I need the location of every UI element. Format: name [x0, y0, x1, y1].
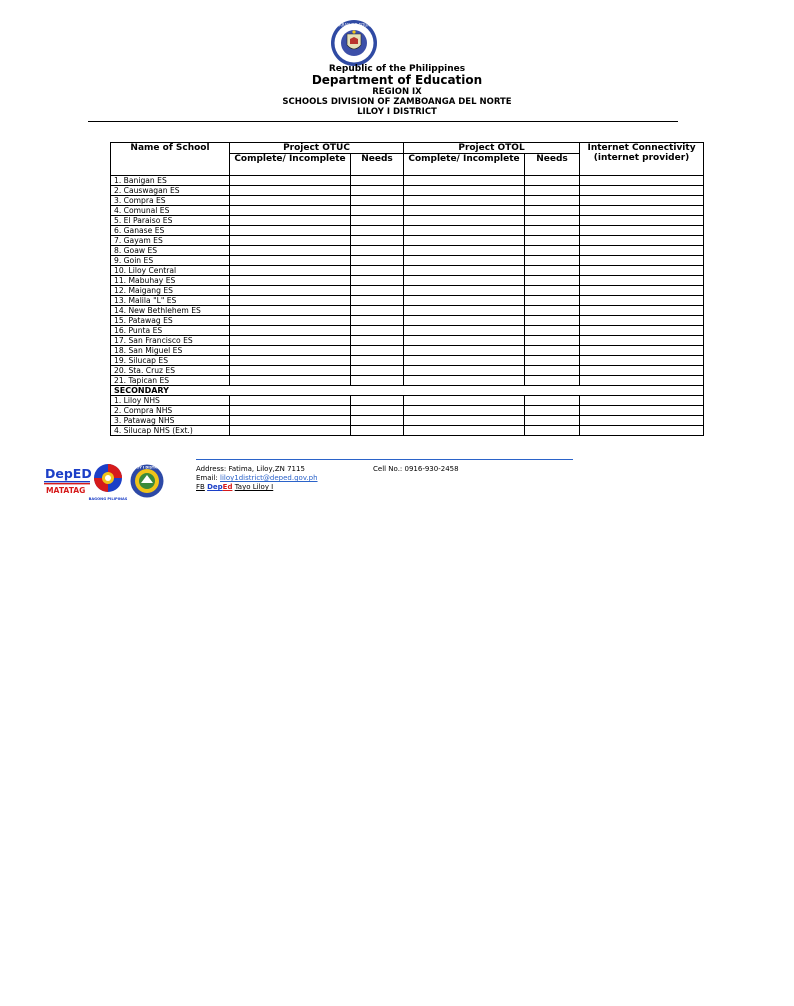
- school-name-cell: 2. Compra NHS: [111, 406, 230, 416]
- blank-entry-cell[interactable]: [525, 396, 580, 406]
- blank-entry-cell[interactable]: [525, 356, 580, 366]
- school-name-cell: 10. Liloy Central: [111, 266, 230, 276]
- blank-entry-cell[interactable]: [230, 356, 351, 366]
- blank-entry-cell[interactable]: [580, 256, 704, 266]
- blank-entry-cell[interactable]: [230, 366, 351, 376]
- blank-entry-cell[interactable]: [580, 376, 704, 386]
- blank-entry-cell[interactable]: [351, 216, 404, 226]
- header-name-of-school: Name of School: [111, 143, 230, 176]
- district-logo-text: LILOY I DISTRICT: [131, 465, 163, 470]
- blank-entry-cell[interactable]: [580, 316, 704, 326]
- blank-entry-cell[interactable]: [525, 416, 580, 426]
- blank-entry-cell[interactable]: [580, 286, 704, 296]
- blank-entry-cell[interactable]: [351, 296, 404, 306]
- table-row: [111, 426, 704, 436]
- blank-entry-cell[interactable]: [580, 296, 704, 306]
- blank-entry-cell[interactable]: [404, 196, 525, 206]
- blank-entry-cell[interactable]: [230, 276, 351, 286]
- department-name: Department of Education: [311, 73, 483, 88]
- table-row: [111, 196, 704, 206]
- deped-seal-icon: [324, 19, 384, 67]
- blank-entry-cell[interactable]: [525, 236, 580, 246]
- blank-entry-cell[interactable]: [230, 326, 351, 336]
- blank-entry-cell[interactable]: [230, 426, 351, 436]
- blank-entry-cell[interactable]: [525, 316, 580, 326]
- school-name-cell: 9. Goin ES: [111, 256, 230, 266]
- blank-entry-cell[interactable]: [580, 406, 704, 416]
- footer-address: Address: Fatima, Liloy,ZN 7115: [196, 465, 305, 473]
- blank-entry-cell[interactable]: [230, 406, 351, 416]
- blank-entry-cell[interactable]: [525, 406, 580, 416]
- table-row: [111, 236, 704, 246]
- blank-entry-cell[interactable]: [404, 236, 525, 246]
- school-name-cell: 14. New Bethlehem ES: [111, 306, 230, 316]
- blank-entry-cell[interactable]: [351, 306, 404, 316]
- blank-entry-cell[interactable]: [525, 206, 580, 216]
- blank-entry-cell[interactable]: [230, 396, 351, 406]
- blank-entry-cell[interactable]: [351, 206, 404, 216]
- school-name-cell: 3. Compra ES: [111, 196, 230, 206]
- blank-entry-cell[interactable]: [230, 206, 351, 216]
- blank-entry-cell[interactable]: [351, 406, 404, 416]
- blank-entry-cell[interactable]: [525, 426, 580, 436]
- school-name-cell: 18. San Miguel ES: [111, 346, 230, 356]
- table-row: [111, 186, 704, 196]
- table-row: [111, 406, 704, 416]
- blank-entry-cell[interactable]: [404, 406, 525, 416]
- blank-entry-cell[interactable]: [525, 176, 580, 186]
- school-name-cell: 3. Patawag NHS: [111, 416, 230, 426]
- school-name-cell: 4. Silucap NHS (Ext.): [111, 426, 230, 436]
- school-name-cell: 4. Comunal ES: [111, 206, 230, 216]
- table-row: [111, 286, 704, 296]
- blank-entry-cell[interactable]: [580, 276, 704, 286]
- table-row: [111, 346, 704, 356]
- table-row: [111, 316, 704, 326]
- bagong-pilipinas-logo: [89, 462, 127, 502]
- blank-entry-cell[interactable]: [525, 226, 580, 236]
- fb-page-name: Tayo Liloy I: [234, 483, 274, 491]
- division-line: SCHOOLS DIVISION OF ZAMBOANGA DEL NORTE: [282, 96, 512, 107]
- blank-entry-cell[interactable]: [351, 366, 404, 376]
- blank-entry-cell[interactable]: [404, 426, 525, 436]
- blank-entry-cell[interactable]: [580, 366, 704, 376]
- region-line: REGION IX: [372, 87, 422, 98]
- fb-label: FB: [196, 483, 205, 491]
- table-row: [111, 326, 704, 336]
- blank-entry-cell[interactable]: [404, 186, 525, 196]
- school-name-cell: 7. Gayam ES: [111, 236, 230, 246]
- header-otuc-needs: Needs: [351, 154, 404, 176]
- footer-fb-line: [196, 483, 318, 492]
- email-link[interactable]: liloy1district@deped.gov.ph: [220, 474, 318, 482]
- table-row: [111, 226, 704, 236]
- header-internet-connectivity: Internet Connectivity (internet provider): [580, 143, 704, 176]
- fb-page-dep: Dep: [207, 483, 223, 491]
- blank-entry-cell[interactable]: [351, 356, 404, 366]
- blank-entry-cell[interactable]: [351, 396, 404, 406]
- blank-entry-cell[interactable]: [230, 286, 351, 296]
- blank-entry-cell[interactable]: [525, 196, 580, 206]
- blank-entry-cell[interactable]: [404, 206, 525, 216]
- table-row: [111, 276, 704, 286]
- blank-entry-cell[interactable]: [580, 396, 704, 406]
- school-name-cell: 21. Tapican ES: [111, 376, 230, 386]
- blank-entry-cell[interactable]: [580, 306, 704, 316]
- section-row: [111, 386, 704, 396]
- table-row: [111, 296, 704, 306]
- school-name-cell: 19. Silucap ES: [111, 356, 230, 366]
- blank-entry-cell[interactable]: [230, 236, 351, 246]
- fb-page-ed: Ed: [222, 483, 233, 491]
- blank-entry-cell[interactable]: [404, 356, 525, 366]
- blank-entry-cell[interactable]: [404, 316, 525, 326]
- footer-email-line: [196, 474, 318, 483]
- footer-cell-number: Cell No.: 0916-930-2458: [373, 465, 459, 473]
- blank-entry-cell[interactable]: [580, 176, 704, 186]
- blank-entry-cell[interactable]: [404, 306, 525, 316]
- table-body: [111, 176, 704, 436]
- email-label: Email:: [196, 474, 218, 482]
- republic-line: Republic of the Philippines: [328, 64, 466, 74]
- deped-logo-text: DepED: [45, 466, 92, 481]
- school-name-cell: 1. Banigan ES: [111, 176, 230, 186]
- school-name-cell: 15. Patawag ES: [111, 316, 230, 326]
- footer-divider: [196, 459, 573, 460]
- blank-entry-cell[interactable]: [351, 246, 404, 256]
- table-row: [111, 216, 704, 226]
- blank-entry-cell[interactable]: [525, 366, 580, 376]
- blank-entry-cell[interactable]: [351, 336, 404, 346]
- blank-entry-cell[interactable]: [525, 376, 580, 386]
- blank-entry-cell[interactable]: [404, 326, 525, 336]
- blank-entry-cell[interactable]: [230, 376, 351, 386]
- blank-entry-cell[interactable]: [404, 246, 525, 256]
- blank-entry-cell[interactable]: [525, 256, 580, 266]
- table-row: [111, 376, 704, 386]
- blank-entry-cell[interactable]: [580, 346, 704, 356]
- blank-entry-cell[interactable]: [230, 296, 351, 306]
- blank-entry-cell[interactable]: [351, 316, 404, 326]
- blank-entry-cell[interactable]: [525, 216, 580, 226]
- blank-entry-cell[interactable]: [351, 276, 404, 286]
- blank-entry-cell[interactable]: [351, 256, 404, 266]
- blank-entry-cell[interactable]: [230, 256, 351, 266]
- blank-entry-cell[interactable]: [230, 196, 351, 206]
- blank-entry-cell[interactable]: [230, 336, 351, 346]
- school-name-cell: 16. Punta ES: [111, 326, 230, 336]
- school-name-cell: 17. San Francisco ES: [111, 336, 230, 346]
- school-name-cell: 20. Sta. Cruz ES: [111, 366, 230, 376]
- blank-entry-cell[interactable]: [404, 176, 525, 186]
- school-name-cell: 5. El Paraiso ES: [111, 216, 230, 226]
- liloy-district-logo: [130, 463, 164, 499]
- blank-entry-cell[interactable]: [351, 376, 404, 386]
- district-line: LILOY I DISTRICT: [357, 106, 437, 117]
- blank-entry-cell[interactable]: [525, 326, 580, 336]
- table-row: [111, 266, 704, 276]
- header-otol-needs: Needs: [525, 154, 580, 176]
- table-row: [111, 206, 704, 216]
- blank-entry-cell[interactable]: [580, 266, 704, 276]
- blank-entry-cell[interactable]: [351, 286, 404, 296]
- blank-entry-cell[interactable]: [580, 226, 704, 236]
- blank-entry-cell[interactable]: [580, 186, 704, 196]
- blank-entry-cell[interactable]: [404, 266, 525, 276]
- table-row: [111, 256, 704, 266]
- blank-entry-cell[interactable]: [351, 266, 404, 276]
- school-name-cell: 13. Malila "L" ES: [111, 296, 230, 306]
- header-otuc-complete: Complete/ Incomplete: [230, 154, 351, 176]
- table-row: [111, 246, 704, 256]
- blank-entry-cell[interactable]: [404, 396, 525, 406]
- blank-entry-cell[interactable]: [230, 246, 351, 256]
- blank-entry-cell[interactable]: [580, 356, 704, 366]
- blank-entry-cell[interactable]: [525, 266, 580, 276]
- school-name-cell: 2. Causwagan ES: [111, 186, 230, 196]
- blank-entry-cell[interactable]: [351, 326, 404, 336]
- blank-entry-cell[interactable]: [230, 216, 351, 226]
- blank-entry-cell[interactable]: [230, 416, 351, 426]
- bagong-pilipinas-text: BAGONG PILIPINAS: [88, 497, 128, 501]
- header-otol-complete: Complete/ Incomplete: [404, 154, 525, 176]
- blank-entry-cell[interactable]: [351, 186, 404, 196]
- table-row: [111, 356, 704, 366]
- blank-entry-cell[interactable]: [230, 226, 351, 236]
- blank-entry-cell[interactable]: [404, 226, 525, 236]
- blank-entry-cell[interactable]: [525, 296, 580, 306]
- blank-entry-cell[interactable]: [404, 346, 525, 356]
- blank-entry-cell[interactable]: [404, 216, 525, 226]
- table-row: [111, 396, 704, 406]
- matatag-logo-text: MATATAG: [46, 486, 86, 495]
- footer-contact: [196, 465, 318, 492]
- header-divider: [88, 121, 678, 122]
- table-row: [111, 366, 704, 376]
- blank-entry-cell[interactable]: [351, 346, 404, 356]
- blank-entry-cell[interactable]: [404, 286, 525, 296]
- blank-entry-cell[interactable]: [351, 416, 404, 426]
- blank-entry-cell[interactable]: [525, 306, 580, 316]
- blank-entry-cell[interactable]: [230, 306, 351, 316]
- school-name-cell: 6. Ganase ES: [111, 226, 230, 236]
- blank-entry-cell[interactable]: [404, 366, 525, 376]
- blank-entry-cell[interactable]: [351, 426, 404, 436]
- header-project-otol: Project OTOL: [404, 143, 580, 154]
- blank-entry-cell[interactable]: [351, 236, 404, 246]
- blank-entry-cell[interactable]: [580, 336, 704, 346]
- seal-ring-text: KAGAWARAN NG EDUKASYON: [324, 22, 384, 28]
- blank-entry-cell[interactable]: [525, 346, 580, 356]
- blank-entry-cell[interactable]: [404, 256, 525, 266]
- school-name-cell: 1. Liloy NHS: [111, 396, 230, 406]
- blank-entry-cell[interactable]: [351, 176, 404, 186]
- secondary-section-label: SECONDARY: [111, 386, 704, 396]
- school-name-cell: 12. Maigang ES: [111, 286, 230, 296]
- blank-entry-cell[interactable]: [525, 286, 580, 296]
- blank-entry-cell[interactable]: [230, 346, 351, 356]
- table-row: [111, 336, 704, 346]
- blank-entry-cell[interactable]: [525, 336, 580, 346]
- blank-entry-cell[interactable]: [580, 246, 704, 256]
- blank-entry-cell[interactable]: [230, 266, 351, 276]
- school-name-cell: 8. Goaw ES: [111, 246, 230, 256]
- blank-entry-cell[interactable]: [525, 246, 580, 256]
- blank-entry-cell[interactable]: [404, 296, 525, 306]
- letterhead: [0, 64, 794, 117]
- blank-entry-cell[interactable]: [404, 376, 525, 386]
- blank-entry-cell[interactable]: [580, 196, 704, 206]
- table-row: [111, 416, 704, 426]
- schools-table: [110, 142, 704, 436]
- school-name-cell: 11. Mabuhay ES: [111, 276, 230, 286]
- blank-entry-cell[interactable]: [580, 426, 704, 436]
- header-project-otuc: Project OTUC: [230, 143, 404, 154]
- blank-entry-cell[interactable]: [525, 186, 580, 196]
- blank-entry-cell[interactable]: [404, 336, 525, 346]
- blank-entry-cell[interactable]: [525, 276, 580, 286]
- table-row: [111, 176, 704, 186]
- blank-entry-cell[interactable]: [404, 276, 525, 286]
- blank-entry-cell[interactable]: [580, 216, 704, 226]
- blank-entry-cell[interactable]: [351, 226, 404, 236]
- blank-entry-cell[interactable]: [580, 236, 704, 246]
- blank-entry-cell[interactable]: [404, 416, 525, 426]
- blank-entry-cell[interactable]: [580, 416, 704, 426]
- blank-entry-cell[interactable]: [230, 186, 351, 196]
- blank-entry-cell[interactable]: [230, 316, 351, 326]
- blank-entry-cell[interactable]: [580, 206, 704, 216]
- blank-entry-cell[interactable]: [351, 196, 404, 206]
- deped-matatag-logo: [44, 464, 90, 498]
- blank-entry-cell[interactable]: [580, 326, 704, 336]
- blank-entry-cell[interactable]: [230, 176, 351, 186]
- table-row: [111, 306, 704, 316]
